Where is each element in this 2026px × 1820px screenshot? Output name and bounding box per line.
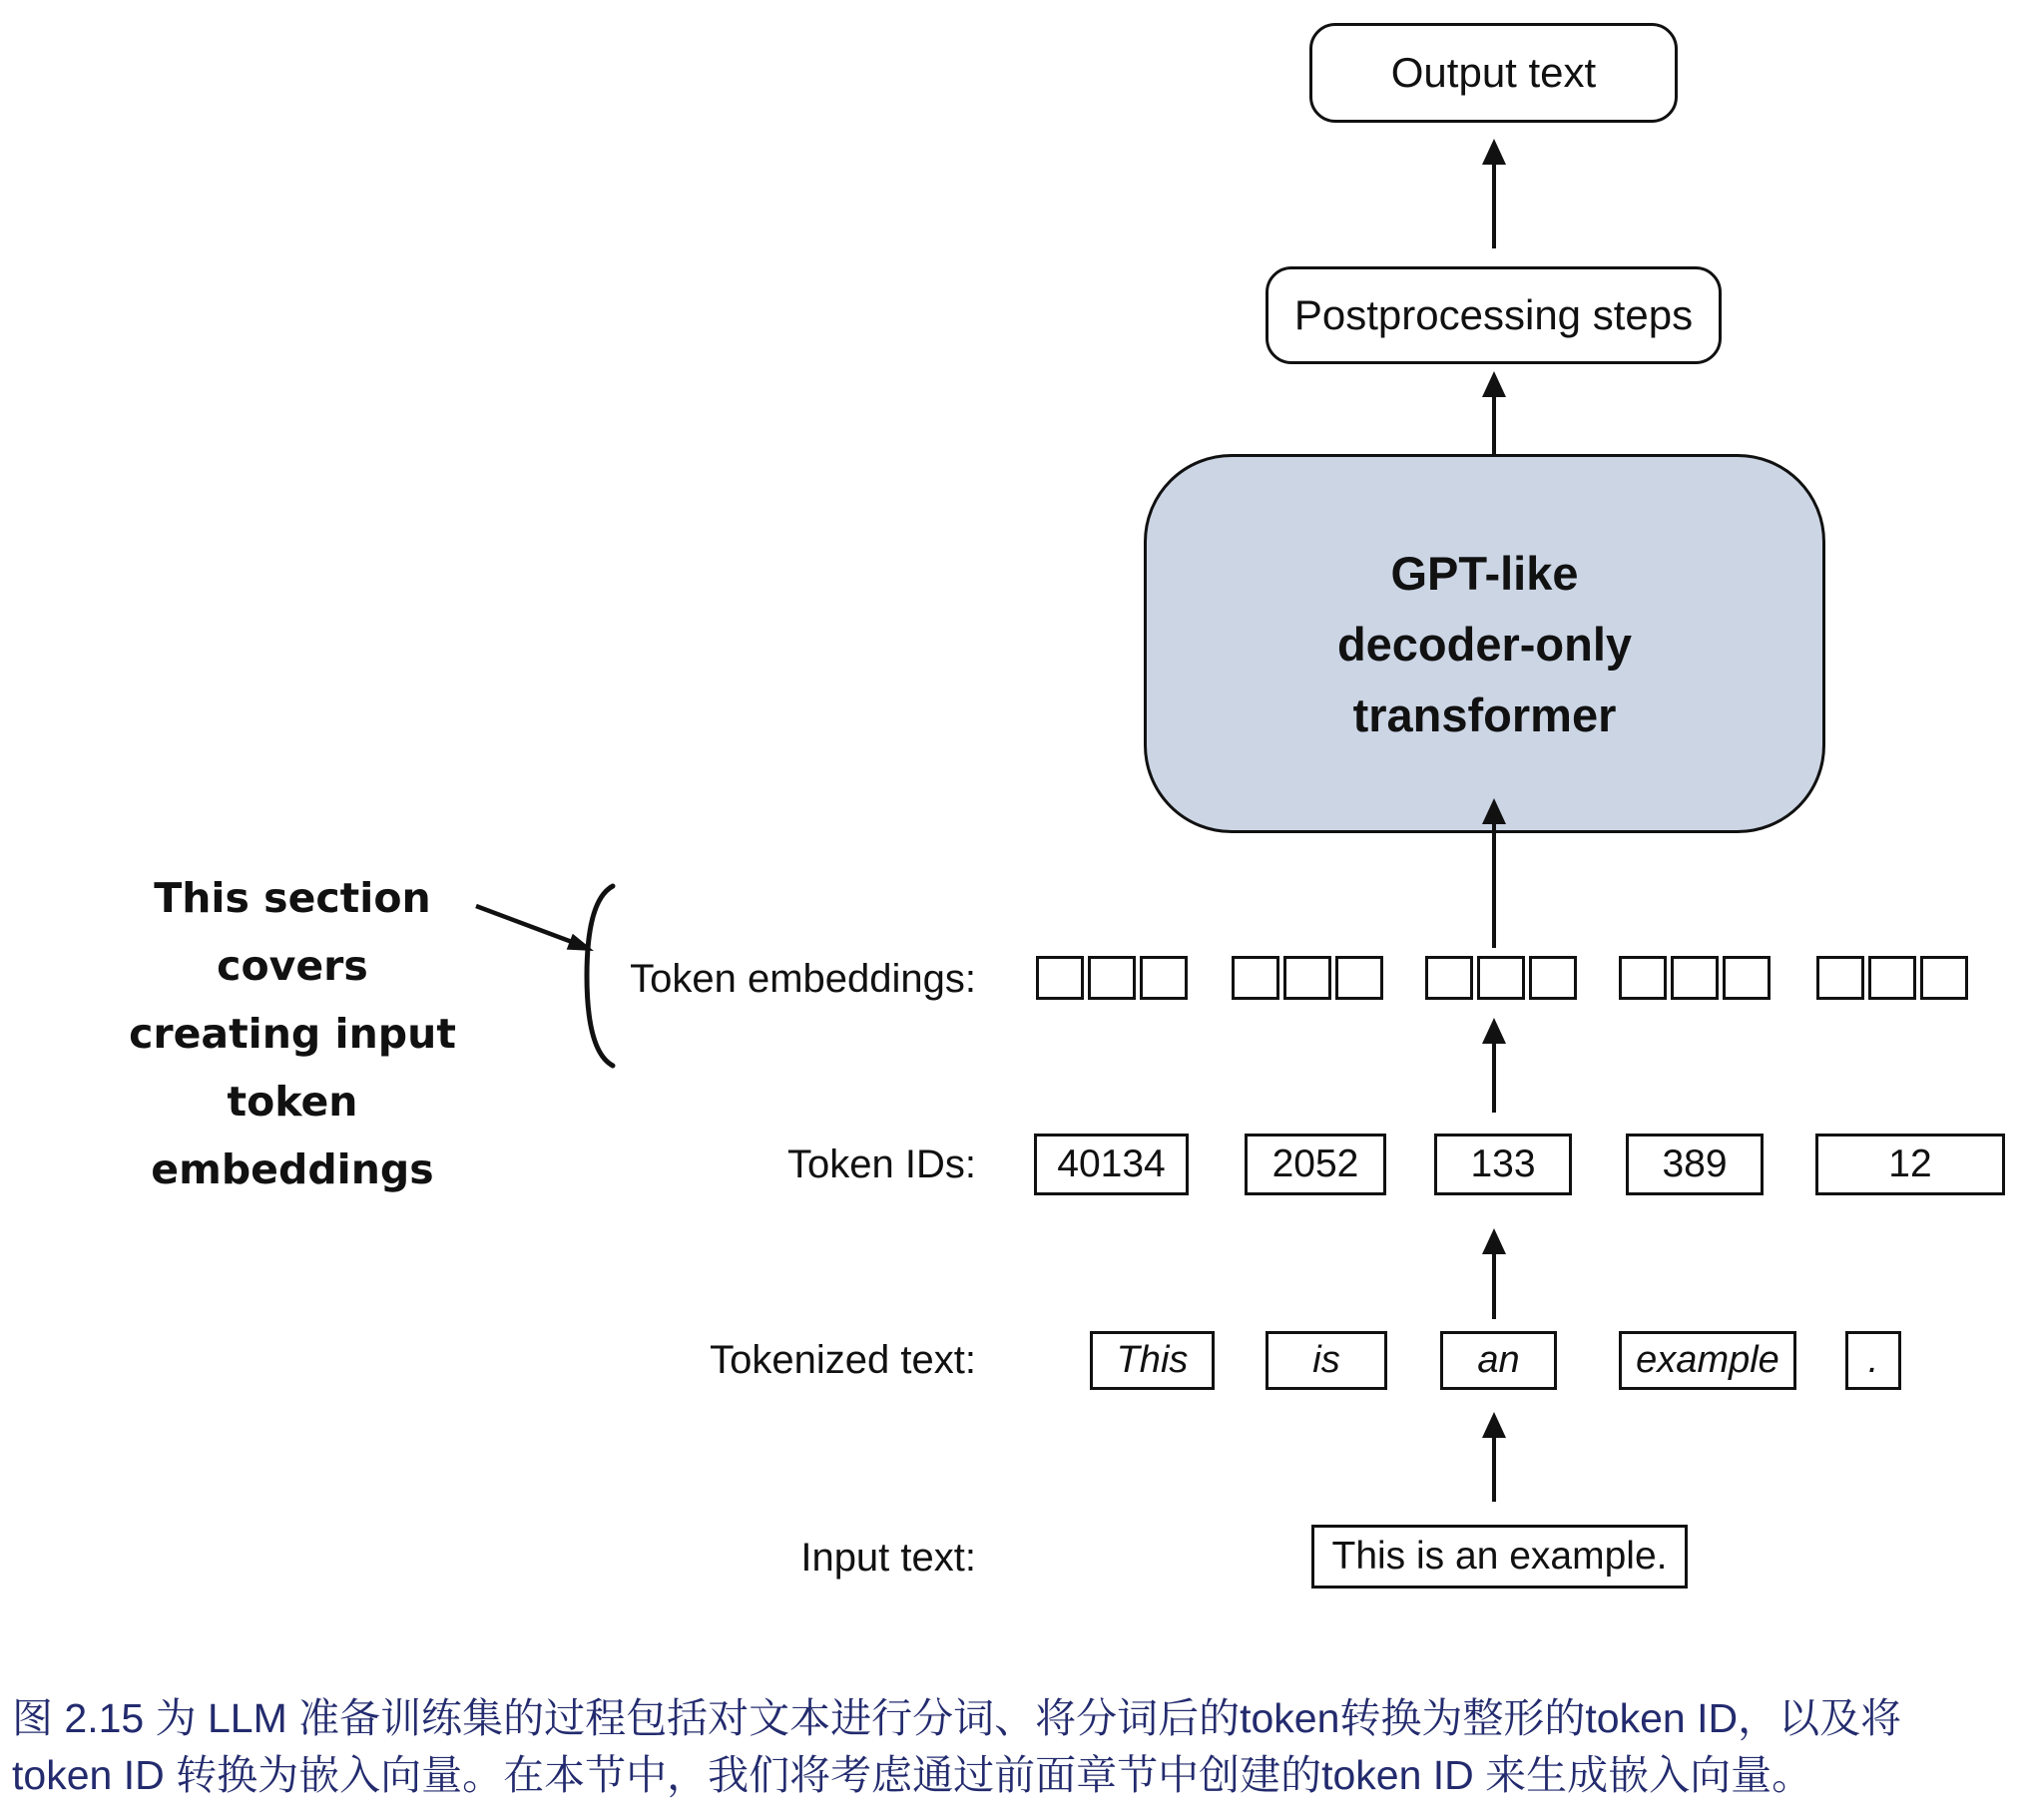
token-box: .: [1845, 1331, 1901, 1390]
embedding-cell: [1425, 956, 1473, 1000]
embedding-cell: [1816, 956, 1864, 1000]
embedding-vector: [1036, 956, 1188, 1000]
embedding-cell: [1671, 956, 1719, 1000]
token-box: is: [1266, 1331, 1387, 1390]
arrow-input-to-tokens: [1481, 1412, 1507, 1502]
token-id-box: 389: [1626, 1134, 1764, 1195]
token-id-box: 12: [1815, 1134, 2005, 1195]
arrow-stem: [1492, 1438, 1497, 1502]
token-id-box: 2052: [1245, 1134, 1386, 1195]
input-text-label: Input text:: [800, 1536, 976, 1580]
embedding-vector: [1619, 956, 1771, 1000]
output-text-box: [1309, 23, 1678, 123]
embedding-cell: [1335, 956, 1383, 1000]
arrow-head-icon: [1482, 1018, 1506, 1044]
caption-line1: 图 2.15 为 LLM 准备训练集的过程包括对文本进行分词、将分词后的token转换为整形的token ID，以及将: [12, 1695, 1902, 1741]
figure-caption: [12, 1690, 1901, 1804]
arrow-head-icon: [1482, 1412, 1506, 1438]
annotation-line2: creating input token: [129, 1010, 456, 1126]
arrow-head-icon: [1482, 139, 1506, 165]
embedding-cell: [1619, 956, 1667, 1000]
arrow-head-icon: [1482, 371, 1506, 397]
annotation-line3: embeddings: [151, 1145, 434, 1193]
arrow-embeddings-to-gpt: [1481, 798, 1507, 948]
token-embeddings-label: Token embeddings:: [630, 957, 976, 1001]
annotation-arrow: [476, 906, 572, 942]
input-text-box: This is an example.: [1311, 1525, 1688, 1589]
gpt-box-line2: decoder-only: [1336, 617, 1633, 671]
annotation-graphics: [454, 868, 654, 1088]
embedding-vector: [1232, 956, 1383, 1000]
postprocessing-box: [1266, 266, 1722, 364]
postprocessing-label: Postprocessing steps: [1293, 291, 1694, 338]
embedding-cell: [1232, 956, 1279, 1000]
arrow-postprocessing-to-output: [1481, 139, 1507, 248]
arrow-stem: [1492, 1044, 1497, 1113]
arrow-ids-to-embeddings: [1481, 1018, 1507, 1113]
embedding-cell: [1920, 956, 1968, 1000]
gpt-box-line1: GPT-like: [1390, 546, 1579, 600]
output-text-label: Output text: [1390, 49, 1597, 96]
embedding-vector: [1816, 956, 1968, 1000]
embedding-cell: [1283, 956, 1331, 1000]
token-box: example: [1619, 1331, 1796, 1390]
arrow-head-icon: [1482, 798, 1506, 824]
embedding-cell: [1140, 956, 1188, 1000]
token-id-box: 133: [1434, 1134, 1572, 1195]
arrow-stem: [1492, 824, 1497, 948]
embedding-cell: [1036, 956, 1084, 1000]
gpt-box-line3: transformer: [1352, 687, 1617, 741]
tokenized-text-label: Tokenized text:: [710, 1338, 976, 1382]
embedding-cell: [1088, 956, 1136, 1000]
annotation-line1: This section covers: [154, 874, 431, 990]
embedding-vector: [1425, 956, 1577, 1000]
embedding-cell: [1868, 956, 1916, 1000]
caption-line2: token ID 转换为嵌入向量。在本节中，我们将考虑通过前面章节中创建的token ID 来生成嵌入向量。: [12, 1752, 1813, 1798]
token-box: an: [1440, 1331, 1557, 1390]
arrow-stem: [1492, 1254, 1497, 1319]
arrow-stem: [1492, 165, 1497, 248]
embedding-cell: [1477, 956, 1525, 1000]
embedding-cell: [1723, 956, 1771, 1000]
annotation-note: [100, 864, 485, 1203]
gpt-transformer-box: [1144, 454, 1825, 833]
token-box: This: [1090, 1331, 1215, 1390]
arrow-head-icon: [1482, 1228, 1506, 1254]
arrow-tokens-to-ids: [1481, 1228, 1507, 1319]
embedding-cell: [1529, 956, 1577, 1000]
token-ids-label: Token IDs:: [787, 1142, 976, 1186]
token-id-box: 40134: [1034, 1134, 1189, 1195]
brace: [587, 886, 613, 1066]
